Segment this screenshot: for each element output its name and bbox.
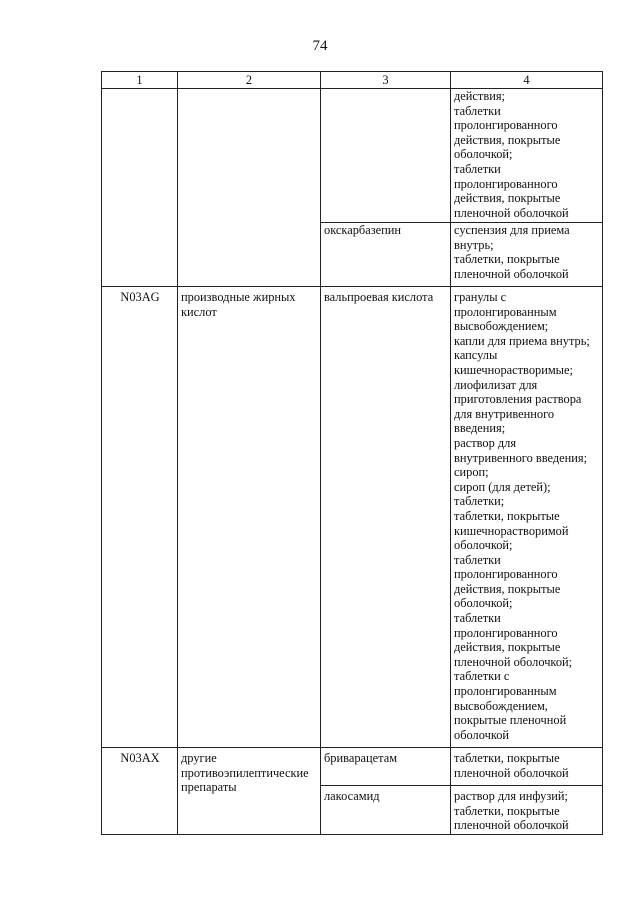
form-line: действия, покрытые [454,132,561,147]
header-col-3: 3 [321,72,451,89]
form-line: внутрь; [454,237,494,252]
form-line: высвобождением, [454,698,548,713]
form-line: высвобождением; [454,319,549,334]
form-line: пленочной оболочкой [454,818,569,833]
form-line: внутривенного введения; [454,450,588,465]
form-line: таблетки, покрытые [454,252,560,267]
drug-cell [321,89,451,223]
form-line: капли для приема внутрь; [454,333,590,348]
form-line: пленочной оболочкой; [454,654,573,669]
form-line: пленочной оболочкой [454,205,569,220]
form-line: пролонгированным [454,304,557,319]
drug-cell [321,287,451,748]
page-number: 74 [312,38,328,54]
drug-table [101,71,603,835]
header-col-2: 2 [178,72,321,89]
dosage-forms-cell [451,89,603,223]
form-line: пленочной оболочкой [454,266,569,281]
form-line: таблетки с [454,669,510,684]
form-line: кишечнорастворимой [454,523,569,538]
drug-name: бриварацетам [324,751,398,765]
form-line: введения; [454,421,506,436]
form-line: оболочкой; [454,596,513,611]
form-line: капсулы [454,348,498,363]
form-line: действия, покрытые [454,640,561,655]
header-col-4: 4 [451,72,603,89]
form-line: оболочкой [454,727,510,742]
code-cell [102,748,178,835]
code-cell [102,287,178,748]
form-line: действия, покрытые [454,191,561,206]
form-line: таблетки, покрытые [454,751,560,765]
form-line: пролонгированным [454,684,557,699]
form-line: действия; [454,89,505,103]
atc-code: N03AG [120,290,160,304]
group-line: кислот [181,304,217,319]
table-row [102,748,603,786]
form-line: сироп; [454,465,489,480]
code-cell [102,89,178,287]
form-line: покрытые пленочной [454,713,567,728]
form-line: таблетки; [454,494,505,509]
group-line: противоэпилептические [181,765,309,780]
group-cell [178,89,321,287]
form-line: лиофилизат для [454,377,538,392]
header-row [102,72,603,89]
drug-name: лакосамид [324,789,380,803]
drug-cell [321,786,451,835]
atc-code: N03AX [120,751,160,765]
dosage-forms-cell [451,287,603,748]
dosage-forms-cell [451,786,603,835]
form-line: пролонгированного [454,625,558,640]
group-line: производные жирных [181,290,296,304]
form-line: таблетки [454,161,501,176]
form-line: таблетки [454,552,501,567]
table-row [102,89,603,223]
form-line: гранулы с [454,290,507,304]
form-line: пролонгированного [454,567,558,582]
form-line: таблетки, покрытые [454,803,560,818]
dosage-forms-cell [451,748,603,786]
form-line: сироп (для детей); [454,479,551,494]
group-line: другие [181,751,217,765]
form-line: таблетки [454,103,501,118]
form-line: раствор для инфузий; [454,789,568,803]
form-line: оболочкой; [454,147,513,162]
form-line: таблетки, покрытые [454,508,560,523]
form-line: кишечнорастворимые; [454,362,573,377]
form-line: пленочной оболочкой [454,765,569,780]
drug-cell [321,748,451,786]
table-row [102,287,603,748]
drug-name: окскарбазепин [324,223,402,237]
form-line: раствор для [454,435,517,450]
form-line: пролонгированного [454,118,558,133]
group-cell [178,287,321,748]
header-col-1: 1 [102,72,178,89]
form-line: для внутривенного [454,406,555,421]
form-line: суспензия для приема [454,223,570,237]
form-line: таблетки [454,611,501,626]
group-cell [178,748,321,835]
group-line: препараты [181,780,237,795]
form-line: действия, покрытые [454,581,561,596]
drug-name: вальпроевая кислота [324,290,434,304]
form-line: пролонгированного [454,176,558,191]
drug-cell [321,223,451,287]
dosage-forms-cell [451,223,603,287]
form-line: оболочкой; [454,538,513,553]
form-line: приготовления раствора [454,392,582,407]
